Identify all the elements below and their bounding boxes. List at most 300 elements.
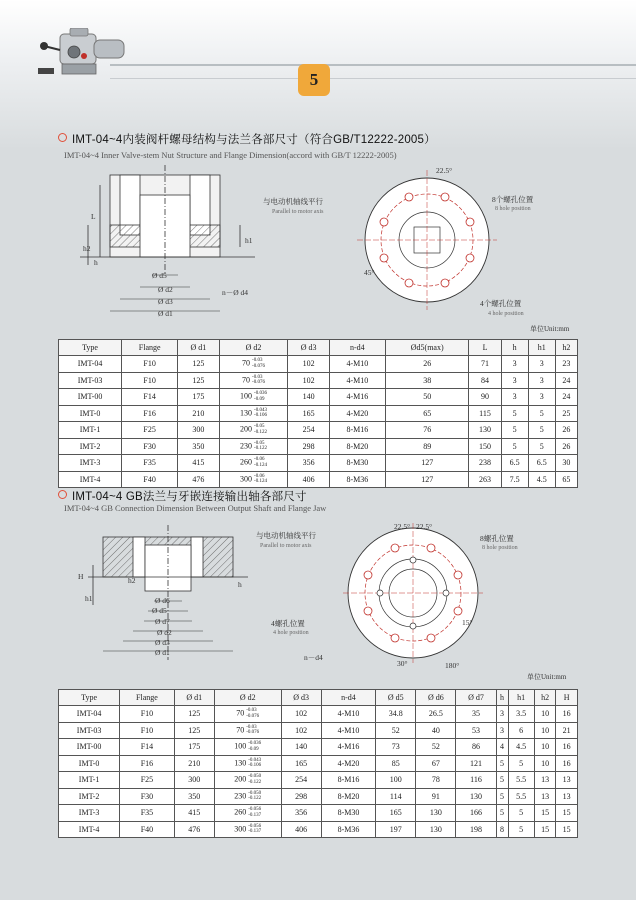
label-8holes-en: 8 hole position bbox=[482, 545, 518, 551]
section2-title-text: IMT-04~4 GB法兰与牙嵌连接输出轴各部尺寸 bbox=[72, 491, 307, 503]
tolerance-lower: -0.106 bbox=[254, 413, 267, 419]
label-d2: Ø d2 bbox=[158, 285, 173, 294]
label-angle-15: 15° bbox=[462, 618, 473, 627]
cell-H: 16 bbox=[556, 739, 578, 756]
tolerance-upper: -0.03 bbox=[252, 358, 263, 364]
d2-value: 70 bbox=[242, 375, 251, 385]
table-row bbox=[59, 389, 578, 406]
cell-h2: 10 bbox=[534, 706, 556, 723]
cell-L: 71 bbox=[469, 356, 501, 373]
tolerance-lower: -0.124 bbox=[254, 479, 267, 485]
d2-value: 200 bbox=[240, 424, 253, 434]
cell-d6: 40 bbox=[416, 722, 456, 739]
cell-d5: 34.8 bbox=[376, 706, 416, 723]
cell-h: 3 bbox=[496, 706, 508, 723]
column-header: Flange bbox=[120, 690, 174, 706]
table-header-row bbox=[59, 690, 578, 706]
cell-nd4: 8-M16 bbox=[321, 772, 375, 789]
tolerance-lower: -0.09 bbox=[248, 746, 259, 752]
actuator-product-icon bbox=[34, 28, 130, 80]
tolerance-lower: -0.124 bbox=[254, 462, 267, 468]
cell-h1: 5.5 bbox=[508, 788, 534, 805]
cell-d5: 73 bbox=[376, 739, 416, 756]
cell-H: 16 bbox=[556, 706, 578, 723]
table-row bbox=[59, 739, 578, 756]
column-header: Ø d6 bbox=[416, 690, 456, 706]
cell-d1: 415 bbox=[178, 455, 219, 472]
label-d1: Ø d1 bbox=[158, 309, 173, 318]
cell-d1: 210 bbox=[178, 405, 219, 422]
cell-h2: 10 bbox=[534, 739, 556, 756]
cell-type: IMT-00 bbox=[59, 389, 122, 406]
cell-d6: 52 bbox=[416, 739, 456, 756]
cell-h2: 26 bbox=[555, 438, 577, 455]
cell-type: IMT-1 bbox=[59, 422, 122, 439]
cell-flange: F16 bbox=[122, 405, 178, 422]
label-H: H bbox=[78, 572, 84, 581]
cell-d1: 125 bbox=[174, 722, 214, 739]
cell-h2: 26 bbox=[555, 422, 577, 439]
column-header: h1 bbox=[528, 340, 555, 356]
cell-nd4: 8-M20 bbox=[329, 438, 385, 455]
cell-H: 13 bbox=[556, 788, 578, 805]
cell-nd4: 4-M16 bbox=[329, 389, 385, 406]
cell-h: 5 bbox=[501, 422, 528, 439]
column-header: L bbox=[469, 340, 501, 356]
label-angle-180: 180° bbox=[445, 661, 460, 670]
d2-value: 260 bbox=[240, 457, 253, 467]
cell-d1: 175 bbox=[178, 389, 219, 406]
cell-d3: 254 bbox=[288, 422, 329, 439]
cell-nd4: 4-M16 bbox=[321, 739, 375, 756]
cell-L: 263 bbox=[469, 471, 501, 488]
label-4holes-cn: 4个螺孔位置 bbox=[480, 299, 522, 308]
d2-value: 70 bbox=[236, 725, 245, 735]
cell-d5: 52 bbox=[376, 722, 416, 739]
section1-flange-top-view bbox=[352, 160, 502, 310]
label-4holes-cn: 4螺孔位置 bbox=[271, 619, 305, 628]
column-header: Ø d1 bbox=[174, 690, 214, 706]
cell-d1: 175 bbox=[174, 739, 214, 756]
cell-d5: 85 bbox=[376, 755, 416, 772]
column-header: h2 bbox=[534, 690, 556, 706]
cell-flange: F10 bbox=[120, 722, 174, 739]
d2-value: 230 bbox=[234, 791, 247, 801]
column-header: Ød5(max) bbox=[385, 340, 469, 356]
cell-nd4: 4-M10 bbox=[321, 722, 375, 739]
cell-h2: 25 bbox=[555, 405, 577, 422]
tolerance-upper: -0.03 bbox=[246, 724, 257, 730]
cell-d5: 50 bbox=[385, 389, 469, 406]
tolerance-upper: -0.03 bbox=[246, 708, 257, 714]
cell-h1: 3 bbox=[528, 389, 555, 406]
label-d5: Ø d5 bbox=[152, 271, 167, 280]
tolerance-upper: -0.06 bbox=[254, 473, 265, 479]
table-row bbox=[59, 438, 578, 455]
cell-d6: 67 bbox=[416, 755, 456, 772]
cell-d3: 298 bbox=[281, 788, 321, 805]
section1-dimension-table bbox=[58, 339, 578, 488]
cell-flange: F35 bbox=[120, 805, 174, 822]
cell-nd4: 4-M10 bbox=[329, 372, 385, 389]
cell-type: IMT-3 bbox=[59, 455, 122, 472]
label-d1: Ø d1 bbox=[155, 648, 170, 657]
cell-h: 3 bbox=[501, 356, 528, 373]
tolerance-lower: -0.122 bbox=[254, 446, 267, 452]
cell-type: IMT-2 bbox=[59, 788, 120, 805]
tolerance-upper: -0.050 bbox=[248, 790, 262, 796]
cell-type: IMT-03 bbox=[59, 722, 120, 739]
cell-flange: F40 bbox=[120, 821, 174, 838]
d2-value: 230 bbox=[240, 441, 253, 451]
tolerance-upper: -0.05 bbox=[254, 424, 265, 430]
cell-H: 16 bbox=[556, 755, 578, 772]
tolerance-upper: -0.036 bbox=[254, 391, 267, 397]
cell-d1: 350 bbox=[178, 438, 219, 455]
cell-h: 3 bbox=[501, 372, 528, 389]
cell-d5: 114 bbox=[376, 788, 416, 805]
table-row bbox=[59, 372, 578, 389]
cell-d1: 476 bbox=[178, 471, 219, 488]
cell-d3: 298 bbox=[288, 438, 329, 455]
cell-flange: F30 bbox=[122, 438, 178, 455]
tolerance-lower: -0.106 bbox=[248, 763, 262, 769]
cell-d3: 165 bbox=[288, 405, 329, 422]
tolerance-upper: -0.056 bbox=[248, 807, 262, 813]
table-row bbox=[59, 422, 578, 439]
cell-type: IMT-2 bbox=[59, 438, 122, 455]
label-h: h bbox=[238, 580, 242, 589]
cell-d2 bbox=[219, 356, 288, 373]
tolerance-upper: -0.043 bbox=[248, 757, 262, 763]
label-L: L bbox=[91, 212, 96, 221]
label-angle-30: 30° bbox=[397, 659, 408, 668]
d2-tolerance bbox=[254, 424, 267, 435]
cell-nd4: 8-M36 bbox=[321, 821, 375, 838]
tolerance-lower: -0.122 bbox=[248, 796, 262, 802]
cell-h1: 6.5 bbox=[528, 455, 555, 472]
cell-h2: 13 bbox=[534, 788, 556, 805]
cell-d3: 254 bbox=[281, 772, 321, 789]
d2-tolerance bbox=[248, 807, 261, 818]
d2-value: 70 bbox=[236, 708, 245, 718]
column-header: n-d4 bbox=[329, 340, 385, 356]
cell-h: 5 bbox=[501, 438, 528, 455]
cell-d5: 65 bbox=[385, 405, 469, 422]
label-8holes-en: 8 hole position bbox=[495, 206, 531, 212]
tolerance-upper: -0.036 bbox=[248, 741, 262, 747]
label-angle-22-5-a: 22.5° bbox=[394, 522, 411, 531]
page-number-badge: 5 bbox=[298, 64, 330, 96]
cell-nd4: 4-M20 bbox=[329, 405, 385, 422]
column-header: Ø d7 bbox=[456, 690, 496, 706]
cell-d2 bbox=[214, 706, 281, 723]
d2-tolerance bbox=[248, 741, 261, 752]
d2-tolerance bbox=[254, 441, 267, 452]
table-row bbox=[59, 788, 578, 805]
table-row bbox=[59, 755, 578, 772]
cell-L: 115 bbox=[469, 405, 501, 422]
label-d3: Ø d3 bbox=[155, 638, 170, 647]
label-d5: Ø d5 bbox=[152, 606, 167, 615]
cell-type: IMT-04 bbox=[59, 706, 120, 723]
cell-d5: 38 bbox=[385, 372, 469, 389]
cell-d3: 102 bbox=[288, 356, 329, 373]
section2-flange-top-view bbox=[338, 518, 488, 668]
cell-h2: 10 bbox=[534, 755, 556, 772]
d2-value: 100 bbox=[234, 741, 247, 751]
cell-h2: 10 bbox=[534, 722, 556, 739]
section2-dimension-table bbox=[58, 689, 578, 838]
cell-d2 bbox=[214, 755, 281, 772]
cell-h1: 5 bbox=[528, 405, 555, 422]
d2-tolerance bbox=[248, 774, 261, 785]
cell-h: 6.5 bbox=[501, 455, 528, 472]
cell-d2 bbox=[214, 821, 281, 838]
label-parallel-en: Parallel to motor axis bbox=[272, 209, 324, 215]
bullet-icon bbox=[58, 133, 67, 142]
column-header: h2 bbox=[555, 340, 577, 356]
cell-flange: F10 bbox=[122, 372, 178, 389]
cell-nd4: 4-M10 bbox=[321, 706, 375, 723]
tolerance-lower: -0.137 bbox=[248, 829, 262, 835]
cell-d7: 166 bbox=[456, 805, 496, 822]
cell-h1: 3.5 bbox=[508, 706, 534, 723]
d2-value: 300 bbox=[240, 474, 253, 484]
cell-type: IMT-3 bbox=[59, 805, 120, 822]
cell-nd4: 4-M10 bbox=[329, 356, 385, 373]
tolerance-lower: -0.137 bbox=[248, 812, 262, 818]
cell-type: IMT-1 bbox=[59, 772, 120, 789]
cell-flange: F10 bbox=[120, 706, 174, 723]
cell-d2 bbox=[214, 788, 281, 805]
cell-h: 7.5 bbox=[501, 471, 528, 488]
d2-tolerance bbox=[246, 725, 259, 736]
cell-d5: 127 bbox=[385, 471, 469, 488]
section1-unit: 单位Unit:mm bbox=[530, 325, 570, 333]
cell-h1: 5 bbox=[508, 755, 534, 772]
cell-d6: 130 bbox=[416, 805, 456, 822]
cell-type: IMT-03 bbox=[59, 372, 122, 389]
cell-d5: 197 bbox=[376, 821, 416, 838]
cell-L: 130 bbox=[469, 422, 501, 439]
cell-d3: 356 bbox=[288, 455, 329, 472]
label-4holes-en: 4 hole position bbox=[488, 311, 524, 317]
cell-d7: 86 bbox=[456, 739, 496, 756]
cell-h1: 5 bbox=[528, 438, 555, 455]
section1-title-text: IMT-04~4内装阀杆螺母结构与法兰各部尺寸（符合GB/T12222-2005） bbox=[72, 134, 436, 146]
cell-h1: 3 bbox=[528, 356, 555, 373]
cell-flange: F30 bbox=[120, 788, 174, 805]
cell-type: IMT-4 bbox=[59, 821, 120, 838]
cell-type: IMT-00 bbox=[59, 739, 120, 756]
cell-d5: 26 bbox=[385, 356, 469, 373]
cell-d7: 53 bbox=[456, 722, 496, 739]
cell-nd4: 8-M20 bbox=[321, 788, 375, 805]
cell-d7: 35 bbox=[456, 706, 496, 723]
label-nd4: n－Ø d4 bbox=[222, 288, 249, 297]
column-header: Ø d2 bbox=[219, 340, 288, 356]
cell-d3: 140 bbox=[281, 739, 321, 756]
cell-type: IMT-0 bbox=[59, 405, 122, 422]
tolerance-lower: -0.076 bbox=[246, 713, 260, 719]
label-angle-22-5: 22.5° bbox=[436, 166, 453, 175]
cell-d3: 165 bbox=[281, 755, 321, 772]
label-parallel-cn: 与电动机轴线平行 bbox=[256, 531, 316, 540]
cell-d7: 130 bbox=[456, 788, 496, 805]
cell-d2 bbox=[214, 722, 281, 739]
bullet-icon bbox=[58, 490, 67, 499]
cell-d5: 89 bbox=[385, 438, 469, 455]
tolerance-lower: -0.076 bbox=[252, 363, 265, 369]
column-header: Ø d2 bbox=[214, 690, 281, 706]
column-header: Ø d3 bbox=[288, 340, 329, 356]
d2-value: 200 bbox=[234, 774, 247, 784]
label-4holes-en: 4 hole position bbox=[273, 630, 309, 636]
table-row bbox=[59, 455, 578, 472]
cell-d6: 78 bbox=[416, 772, 456, 789]
cell-h1: 4.5 bbox=[508, 739, 534, 756]
cell-h2: 13 bbox=[534, 772, 556, 789]
cell-d5: 100 bbox=[376, 772, 416, 789]
cell-h: 5 bbox=[496, 805, 508, 822]
cell-d2 bbox=[219, 438, 288, 455]
section2-unit: 单位Unit:mm bbox=[527, 673, 567, 681]
cell-flange: F25 bbox=[122, 422, 178, 439]
column-header: Ø d5 bbox=[376, 690, 416, 706]
header-rule bbox=[110, 64, 636, 66]
cell-h: 8 bbox=[496, 821, 508, 838]
cell-d2 bbox=[214, 739, 281, 756]
label-h2: h2 bbox=[128, 576, 136, 585]
d2-tolerance bbox=[248, 791, 261, 802]
cell-d7: 121 bbox=[456, 755, 496, 772]
cell-d5: 165 bbox=[376, 805, 416, 822]
column-header: Type bbox=[59, 340, 122, 356]
tolerance-upper: -0.056 bbox=[248, 823, 262, 829]
tolerance-upper: -0.043 bbox=[254, 407, 267, 413]
tolerance-lower: -0.076 bbox=[252, 380, 265, 386]
cell-d5: 127 bbox=[385, 455, 469, 472]
cell-flange: F35 bbox=[122, 455, 178, 472]
cell-d3: 140 bbox=[288, 389, 329, 406]
label-8holes-cn: 8个螺孔位置 bbox=[492, 195, 534, 204]
column-header: n-d4 bbox=[321, 690, 375, 706]
d2-tolerance bbox=[254, 474, 267, 485]
header-rule-2 bbox=[110, 78, 636, 79]
cell-d2 bbox=[219, 389, 288, 406]
d2-value: 260 bbox=[234, 807, 247, 817]
cell-d2 bbox=[219, 372, 288, 389]
cell-d1: 476 bbox=[174, 821, 214, 838]
section2-title bbox=[58, 488, 307, 504]
table-row bbox=[59, 722, 578, 739]
cell-d1: 125 bbox=[174, 706, 214, 723]
column-header: Ø d3 bbox=[281, 690, 321, 706]
cell-h1: 6 bbox=[508, 722, 534, 739]
tolerance-upper: -0.06 bbox=[254, 457, 265, 463]
cell-d1: 300 bbox=[174, 772, 214, 789]
d2-tolerance bbox=[252, 358, 265, 369]
cell-h: 3 bbox=[501, 389, 528, 406]
section2-subtitle: IMT-04~4 GB Connection Dimension Between Output Shaft and Flange Jaw bbox=[64, 503, 327, 513]
cell-d1: 350 bbox=[174, 788, 214, 805]
cell-d6: 130 bbox=[416, 821, 456, 838]
d2-tolerance bbox=[254, 391, 267, 402]
cell-flange: F14 bbox=[122, 389, 178, 406]
column-header: h bbox=[496, 690, 508, 706]
cell-h1: 5 bbox=[528, 422, 555, 439]
cell-h1: 5.5 bbox=[508, 772, 534, 789]
cell-d7: 198 bbox=[456, 821, 496, 838]
column-header: H bbox=[556, 690, 578, 706]
cell-type: IMT-0 bbox=[59, 755, 120, 772]
cell-type: IMT-04 bbox=[59, 356, 122, 373]
section1-subtitle: IMT-04~4 Inner Valve-stem Nut Structure and Flange Dimension(accord with GB/T 12222-2005) bbox=[64, 150, 397, 160]
cell-h1: 3 bbox=[528, 372, 555, 389]
d2-tolerance bbox=[248, 824, 261, 835]
tolerance-lower: -0.122 bbox=[254, 429, 267, 435]
label-h2: h2 bbox=[83, 244, 91, 253]
cell-H: 13 bbox=[556, 772, 578, 789]
d2-value: 130 bbox=[240, 408, 253, 418]
cell-d3: 102 bbox=[288, 372, 329, 389]
cell-h2: 65 bbox=[555, 471, 577, 488]
d2-tolerance bbox=[254, 408, 267, 419]
label-nd4: n－d4 bbox=[304, 653, 323, 662]
cell-type: IMT-4 bbox=[59, 471, 122, 488]
cell-h2: 23 bbox=[555, 356, 577, 373]
tolerance-upper: -0.03 bbox=[252, 374, 263, 380]
label-h1: h1 bbox=[245, 236, 253, 245]
cell-h2: 24 bbox=[555, 372, 577, 389]
tolerance-lower: -0.09 bbox=[254, 396, 265, 402]
cell-d7: 116 bbox=[456, 772, 496, 789]
table-row bbox=[59, 706, 578, 723]
d2-value: 300 bbox=[234, 824, 247, 834]
cell-L: 150 bbox=[469, 438, 501, 455]
tolerance-upper: -0.050 bbox=[248, 774, 262, 780]
cell-h: 5 bbox=[501, 405, 528, 422]
d2-tolerance bbox=[252, 375, 265, 386]
cell-d3: 102 bbox=[281, 706, 321, 723]
cell-d1: 125 bbox=[178, 372, 219, 389]
section2-cross-section-drawing bbox=[78, 525, 268, 665]
cell-L: 90 bbox=[469, 389, 501, 406]
cell-d3: 102 bbox=[281, 722, 321, 739]
cell-d1: 125 bbox=[178, 356, 219, 373]
cell-nd4: 8-M30 bbox=[321, 805, 375, 822]
d2-value: 70 bbox=[242, 358, 251, 368]
cell-nd4: 4-M20 bbox=[321, 755, 375, 772]
table-row bbox=[59, 805, 578, 822]
cell-d1: 415 bbox=[174, 805, 214, 822]
cell-d2 bbox=[219, 455, 288, 472]
cell-d1: 210 bbox=[174, 755, 214, 772]
cell-L: 238 bbox=[469, 455, 501, 472]
table-row bbox=[59, 471, 578, 488]
label-d7: Ø d7 bbox=[155, 617, 170, 626]
label-parallel-en: Parallel to motor axis bbox=[260, 543, 312, 549]
cell-nd4: 8-M16 bbox=[329, 422, 385, 439]
table-row bbox=[59, 356, 578, 373]
section1-title bbox=[58, 131, 436, 147]
cell-h: 5 bbox=[496, 788, 508, 805]
column-header: Ø d1 bbox=[178, 340, 219, 356]
label-angle-45: 45° bbox=[364, 268, 375, 277]
cell-h2: 30 bbox=[555, 455, 577, 472]
cell-d1: 300 bbox=[178, 422, 219, 439]
